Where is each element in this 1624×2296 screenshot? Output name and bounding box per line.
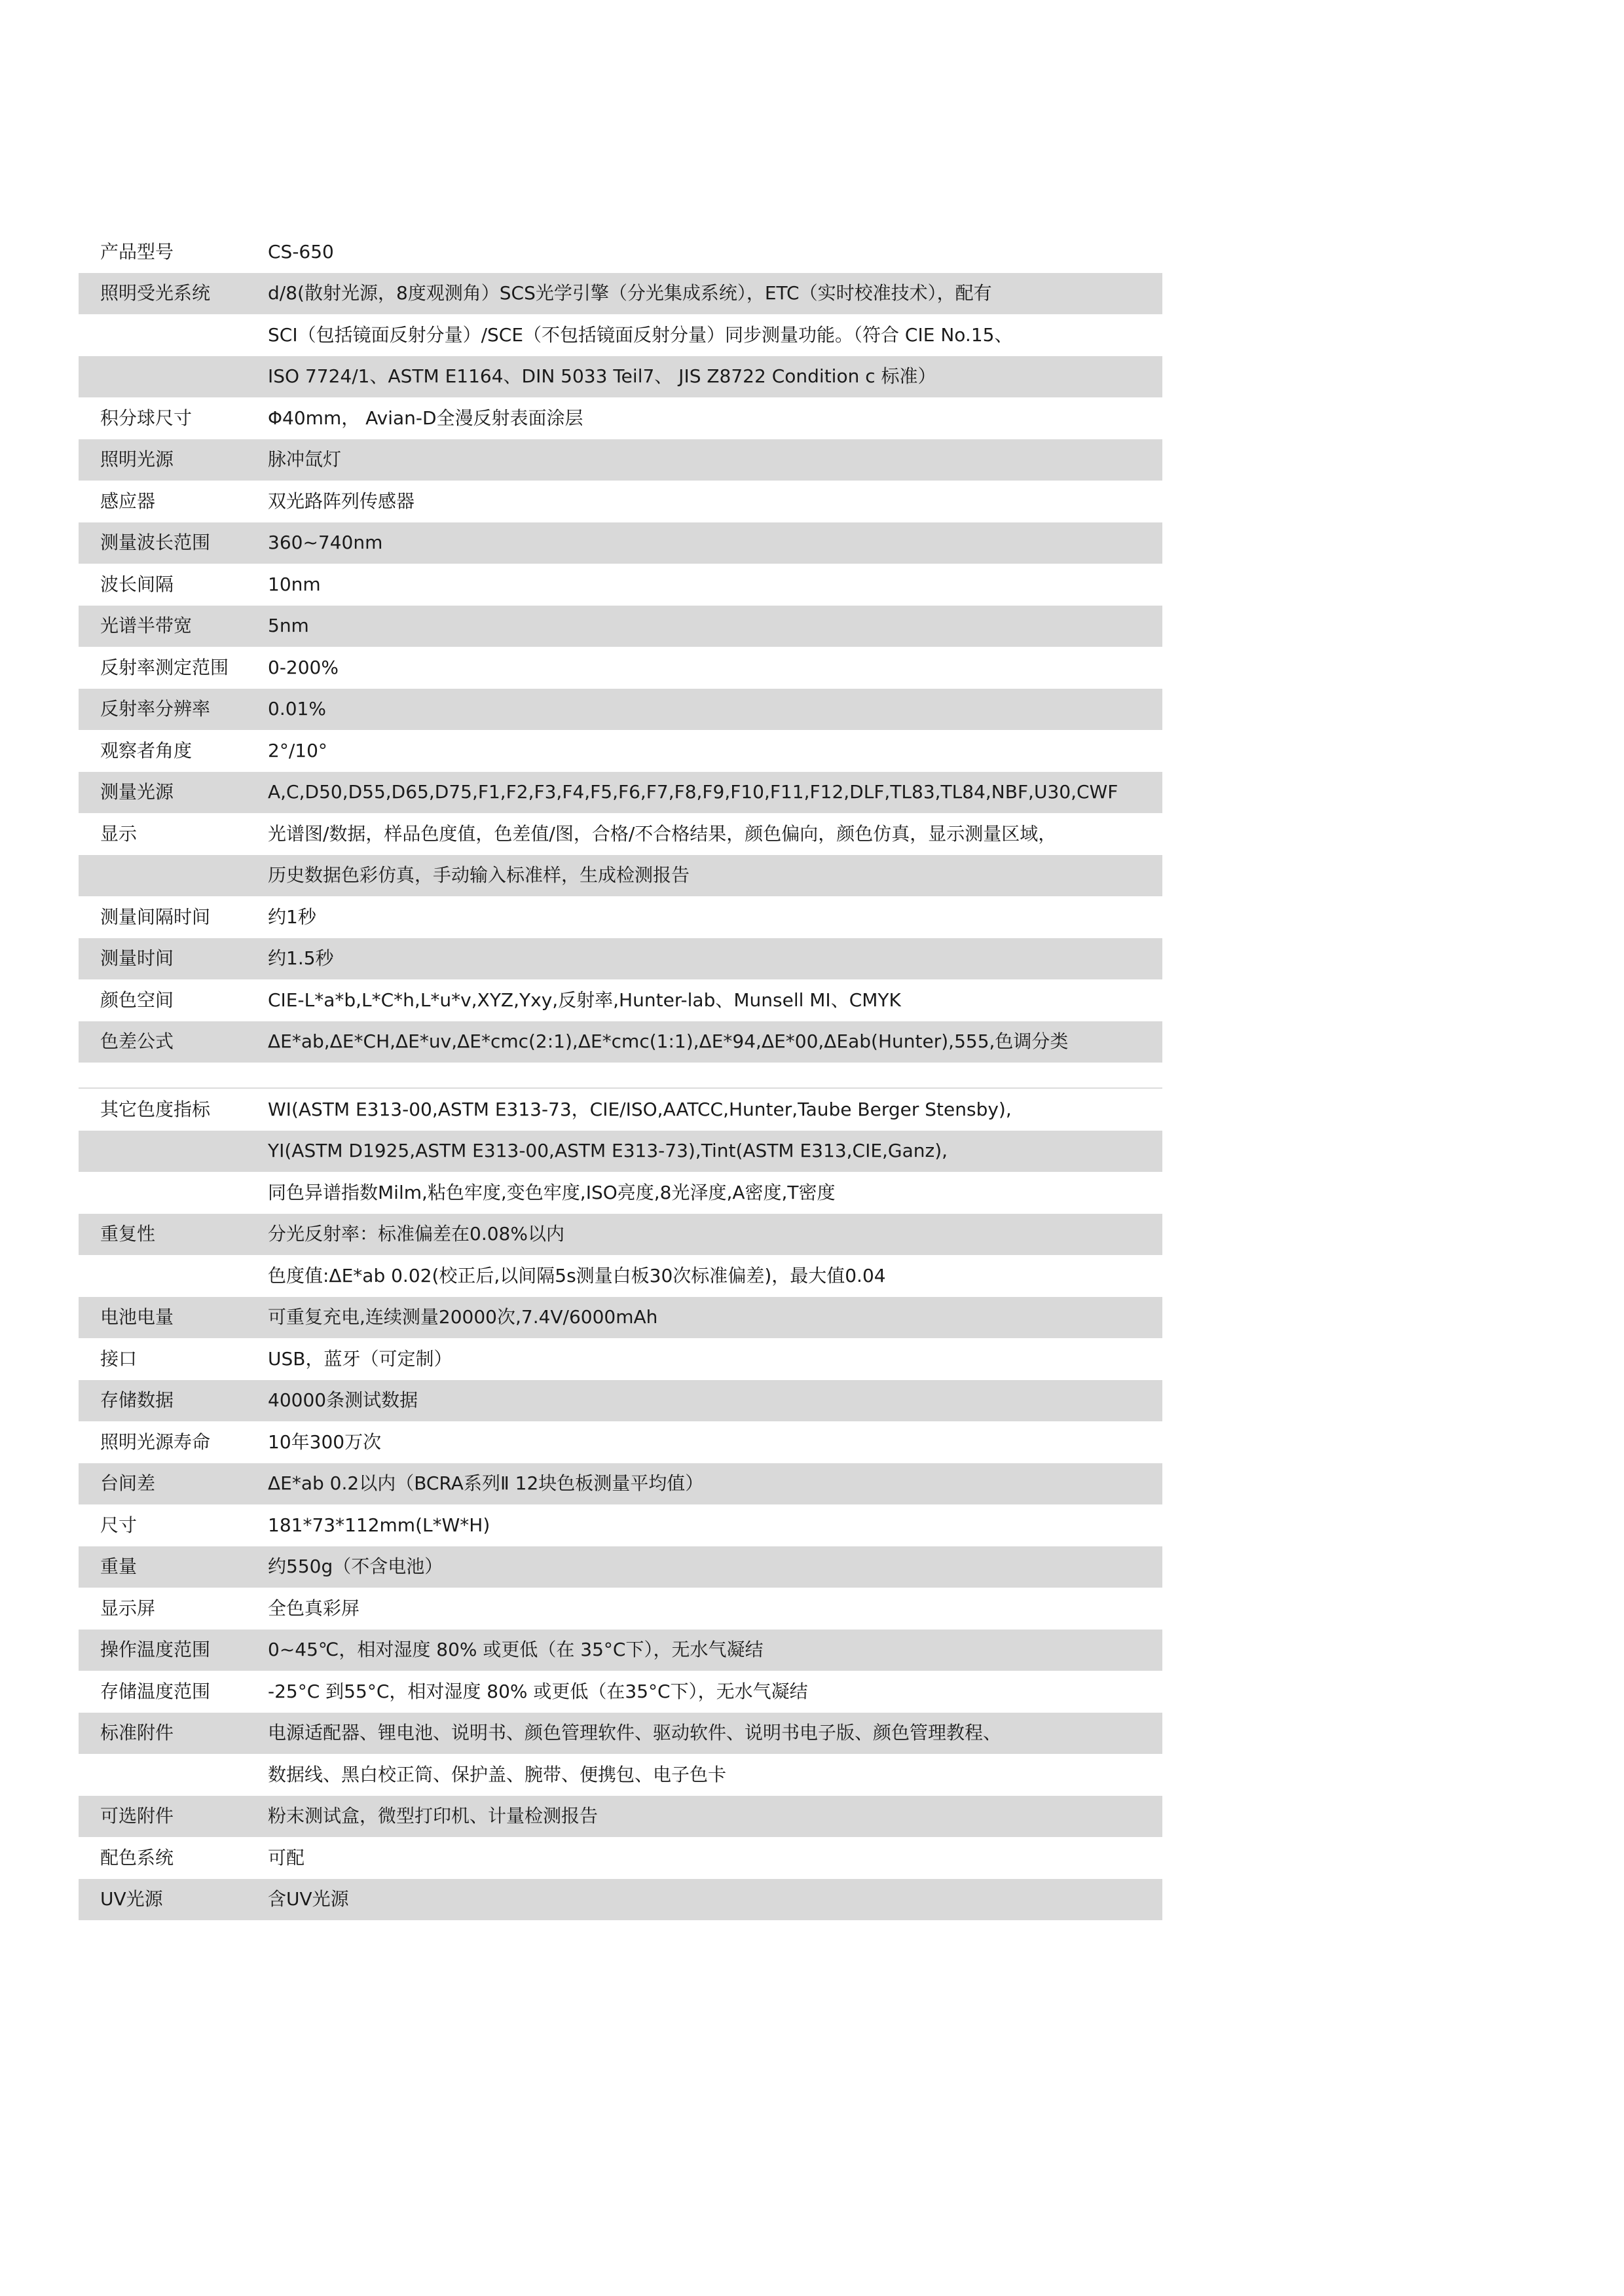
- spec-group-1: [79, 231, 1162, 1063]
- spec-value: 0~45℃，相对湿度 80% 或更低（在 35°C下），无水气凝结: [268, 1639, 764, 1661]
- spec-label: 台间差: [100, 1472, 156, 1495]
- spec-row: [79, 772, 1162, 814]
- spec-value: 全色真彩屏: [268, 1597, 360, 1619]
- spec-label: 尺寸: [100, 1514, 138, 1536]
- spec-row: [79, 979, 1162, 1021]
- spec-value: ISO 7724/1、ASTM E1164、DIN 5033 Teil7、 JIS Z8722 Condition c 标准）: [268, 365, 936, 388]
- spec-row: [79, 481, 1162, 522]
- spec-value: 40000条测试数据: [268, 1389, 418, 1412]
- spec-label: 可选附件: [100, 1805, 174, 1827]
- spec-label: 光谱半带宽: [100, 615, 193, 637]
- spec-label: 重复性: [100, 1223, 156, 1245]
- spec-value: -25°C 到55°C，相对湿度 80% 或更低（在35°C下），无水气凝结: [268, 1680, 808, 1702]
- spec-value: 360~740nm: [268, 532, 383, 554]
- spec-label: 存储温度范围: [100, 1680, 211, 1702]
- spec-label: 照明光源: [100, 448, 174, 471]
- spec-group-2: [79, 1089, 1162, 1920]
- spec-value: 10nm: [268, 573, 321, 595]
- spec-value: CIE-L*a*b,L*C*h,L*u*v,XYZ,Yxy,反射率,Hunter-lab、Munsell MI、CMYK: [268, 989, 901, 1011]
- spec-row: [79, 1421, 1162, 1463]
- spec-value: 同色异谱指数Milm,粘色牢度,变色牢度,ISO亮度,8光泽度,A密度,T密度: [268, 1181, 836, 1203]
- spec-label: 感应器: [100, 490, 156, 512]
- spec-value: 约550g（不含电池）: [268, 1556, 443, 1578]
- spec-label: 测量光源: [100, 781, 174, 803]
- spec-row: [79, 1504, 1162, 1546]
- spec-row: [79, 397, 1162, 439]
- spec-value: WI(ASTM E313-00,ASTM E313-73，CIE/ISO,AATCC,Hunter,Taube Berger Stensby),: [268, 1098, 1012, 1120]
- spec-value: ΔE*ab 0.2以内（BCRA系列Ⅱ 12块色板测量平均值）: [268, 1472, 704, 1495]
- spec-value: 历史数据色彩仿真，手动输入标准样，生成检测报告: [268, 864, 690, 886]
- spec-value: 电源适配器、锂电池、说明书、颜色管理软件、驱动软件、说明书电子版、颜色管理教程、: [268, 1722, 1002, 1744]
- spec-value: 光谱图/数据，样品色度值，色差值/图，合格/不合格结果，颜色偏向，颜色仿真，显示测量区域，: [268, 822, 1057, 845]
- spec-value: 0.01%: [268, 698, 326, 720]
- spec-row: [79, 1588, 1162, 1630]
- spec-row: [79, 439, 1162, 481]
- spec-value: CS-650: [268, 240, 334, 263]
- spec-label: 配色系统: [100, 1846, 174, 1868]
- spec-label: 电池电量: [100, 1306, 174, 1328]
- spec-row: [79, 356, 1162, 398]
- spec-value: 2°/10°: [268, 739, 327, 761]
- spec-value: 5nm: [268, 615, 309, 637]
- spec-row: [79, 896, 1162, 938]
- spec-row: [79, 1546, 1162, 1588]
- spec-row: [79, 1879, 1162, 1921]
- spec-value: 可重复充电,连续测量20000次,7.4V/6000mAh: [268, 1306, 658, 1328]
- spec-row: [79, 1463, 1162, 1505]
- spec-label: 显示: [100, 822, 138, 845]
- spec-row: [79, 606, 1162, 647]
- spec-value: d/8(散射光源，8度观测角）SCS光学引擎（分光集成系统），ETC（实时校准技术），配有: [268, 282, 992, 304]
- spec-row: [79, 813, 1162, 855]
- spec-row: [79, 231, 1162, 273]
- spec-row: [79, 1754, 1162, 1796]
- spec-row: [79, 314, 1162, 356]
- spec-value: USB，蓝牙（可定制）: [268, 1347, 452, 1370]
- spec-table: [79, 231, 1162, 1920]
- spec-value: 181*73*112mm(L*W*H): [268, 1514, 490, 1536]
- spec-label: 照明受光系统: [100, 282, 211, 304]
- spec-row: [79, 1796, 1162, 1838]
- spec-row: [79, 938, 1162, 980]
- section-divider: [79, 1063, 1162, 1089]
- spec-row: [79, 1021, 1162, 1063]
- spec-value: 粉末测试盒，微型打印机、计量检测报告: [268, 1805, 599, 1827]
- spec-value: ΔE*ab,ΔE*CH,ΔE*uv,ΔE*cmc(2:1),ΔE*cmc(1:1),ΔE*94,ΔE*00,ΔEab(Hunter),555,色调分类: [268, 1030, 1069, 1053]
- spec-row: [79, 273, 1162, 315]
- spec-value: A,C,D50,D55,D65,D75,F1,F2,F3,F4,F5,F6,F7,F8,F9,F10,F11,F12,DLF,TL83,TL84,NBF,U30,CWF: [268, 781, 1118, 803]
- spec-label: 观察者角度: [100, 739, 193, 761]
- spec-row: [79, 855, 1162, 897]
- spec-value: 约1秒: [268, 905, 316, 928]
- spec-label: 测量间隔时间: [100, 905, 211, 928]
- spec-value: 数据线、黑白校正筒、保护盖、腕带、便携包、电子色卡: [268, 1763, 727, 1785]
- spec-label: 操作温度范围: [100, 1639, 211, 1661]
- spec-value: 0-200%: [268, 656, 339, 678]
- spec-row: [79, 1837, 1162, 1879]
- spec-label: 照明光源寿命: [100, 1430, 211, 1453]
- spec-value: SCI（包括镜面反射分量）/SCE（不包括镜面反射分量）同步测量功能。（符合 CIE No.15、: [268, 323, 1013, 346]
- spec-label: 其它色度指标: [100, 1098, 211, 1120]
- spec-row: [79, 1338, 1162, 1380]
- spec-row: [79, 1713, 1162, 1755]
- spec-row: [79, 1131, 1162, 1173]
- spec-row: [79, 1671, 1162, 1713]
- spec-label: 产品型号: [100, 240, 174, 263]
- spec-row: [79, 1630, 1162, 1671]
- spec-row: [79, 689, 1162, 731]
- spec-value: 含UV光源: [268, 1888, 349, 1910]
- spec-row: [79, 730, 1162, 772]
- spec-value: 可配: [268, 1846, 305, 1868]
- spec-row: [79, 647, 1162, 689]
- spec-row: [79, 1172, 1162, 1214]
- spec-value: 分光反射率：标准偏差在0.08%以内: [268, 1223, 564, 1245]
- spec-row: [79, 1089, 1162, 1131]
- spec-label: 显示屏: [100, 1597, 156, 1619]
- spec-label: 反射率测定范围: [100, 656, 229, 678]
- spec-row: [79, 522, 1162, 564]
- spec-label: 波长间隔: [100, 573, 174, 595]
- spec-label: 测量波长范围: [100, 532, 211, 554]
- spec-value: 10年300万次: [268, 1430, 382, 1453]
- spec-label: 色差公式: [100, 1030, 174, 1053]
- spec-value: YI(ASTM D1925,ASTM E313-00,ASTM E313-73),Tint(ASTM E313,CIE,Ganz),: [268, 1140, 948, 1162]
- spec-value: Φ40mm， Avian-D全漫反射表面涂层: [268, 407, 583, 429]
- spec-row: [79, 1214, 1162, 1256]
- spec-label: UV光源: [100, 1888, 163, 1910]
- spec-value: 约1.5秒: [268, 947, 334, 970]
- spec-label: 接口: [100, 1347, 138, 1370]
- spec-row: [79, 1255, 1162, 1297]
- spec-label: 反射率分辨率: [100, 698, 211, 720]
- spec-row: [79, 1380, 1162, 1422]
- spec-value: 色度值:ΔE*ab 0.02(校正后,以间隔5s测量白板30次标准偏差)，最大值0.04: [268, 1264, 886, 1286]
- spec-label: 重量: [100, 1556, 138, 1578]
- spec-label: 积分球尺寸: [100, 407, 193, 429]
- spec-label: 存储数据: [100, 1389, 174, 1412]
- spec-label: 标准附件: [100, 1722, 174, 1744]
- spec-label: 测量时间: [100, 947, 174, 970]
- spec-value: 脉冲氙灯: [268, 448, 342, 471]
- spec-label: 颜色空间: [100, 989, 174, 1011]
- spec-row: [79, 564, 1162, 606]
- spec-value: 双光路阵列传感器: [268, 490, 415, 512]
- spec-row: [79, 1297, 1162, 1339]
